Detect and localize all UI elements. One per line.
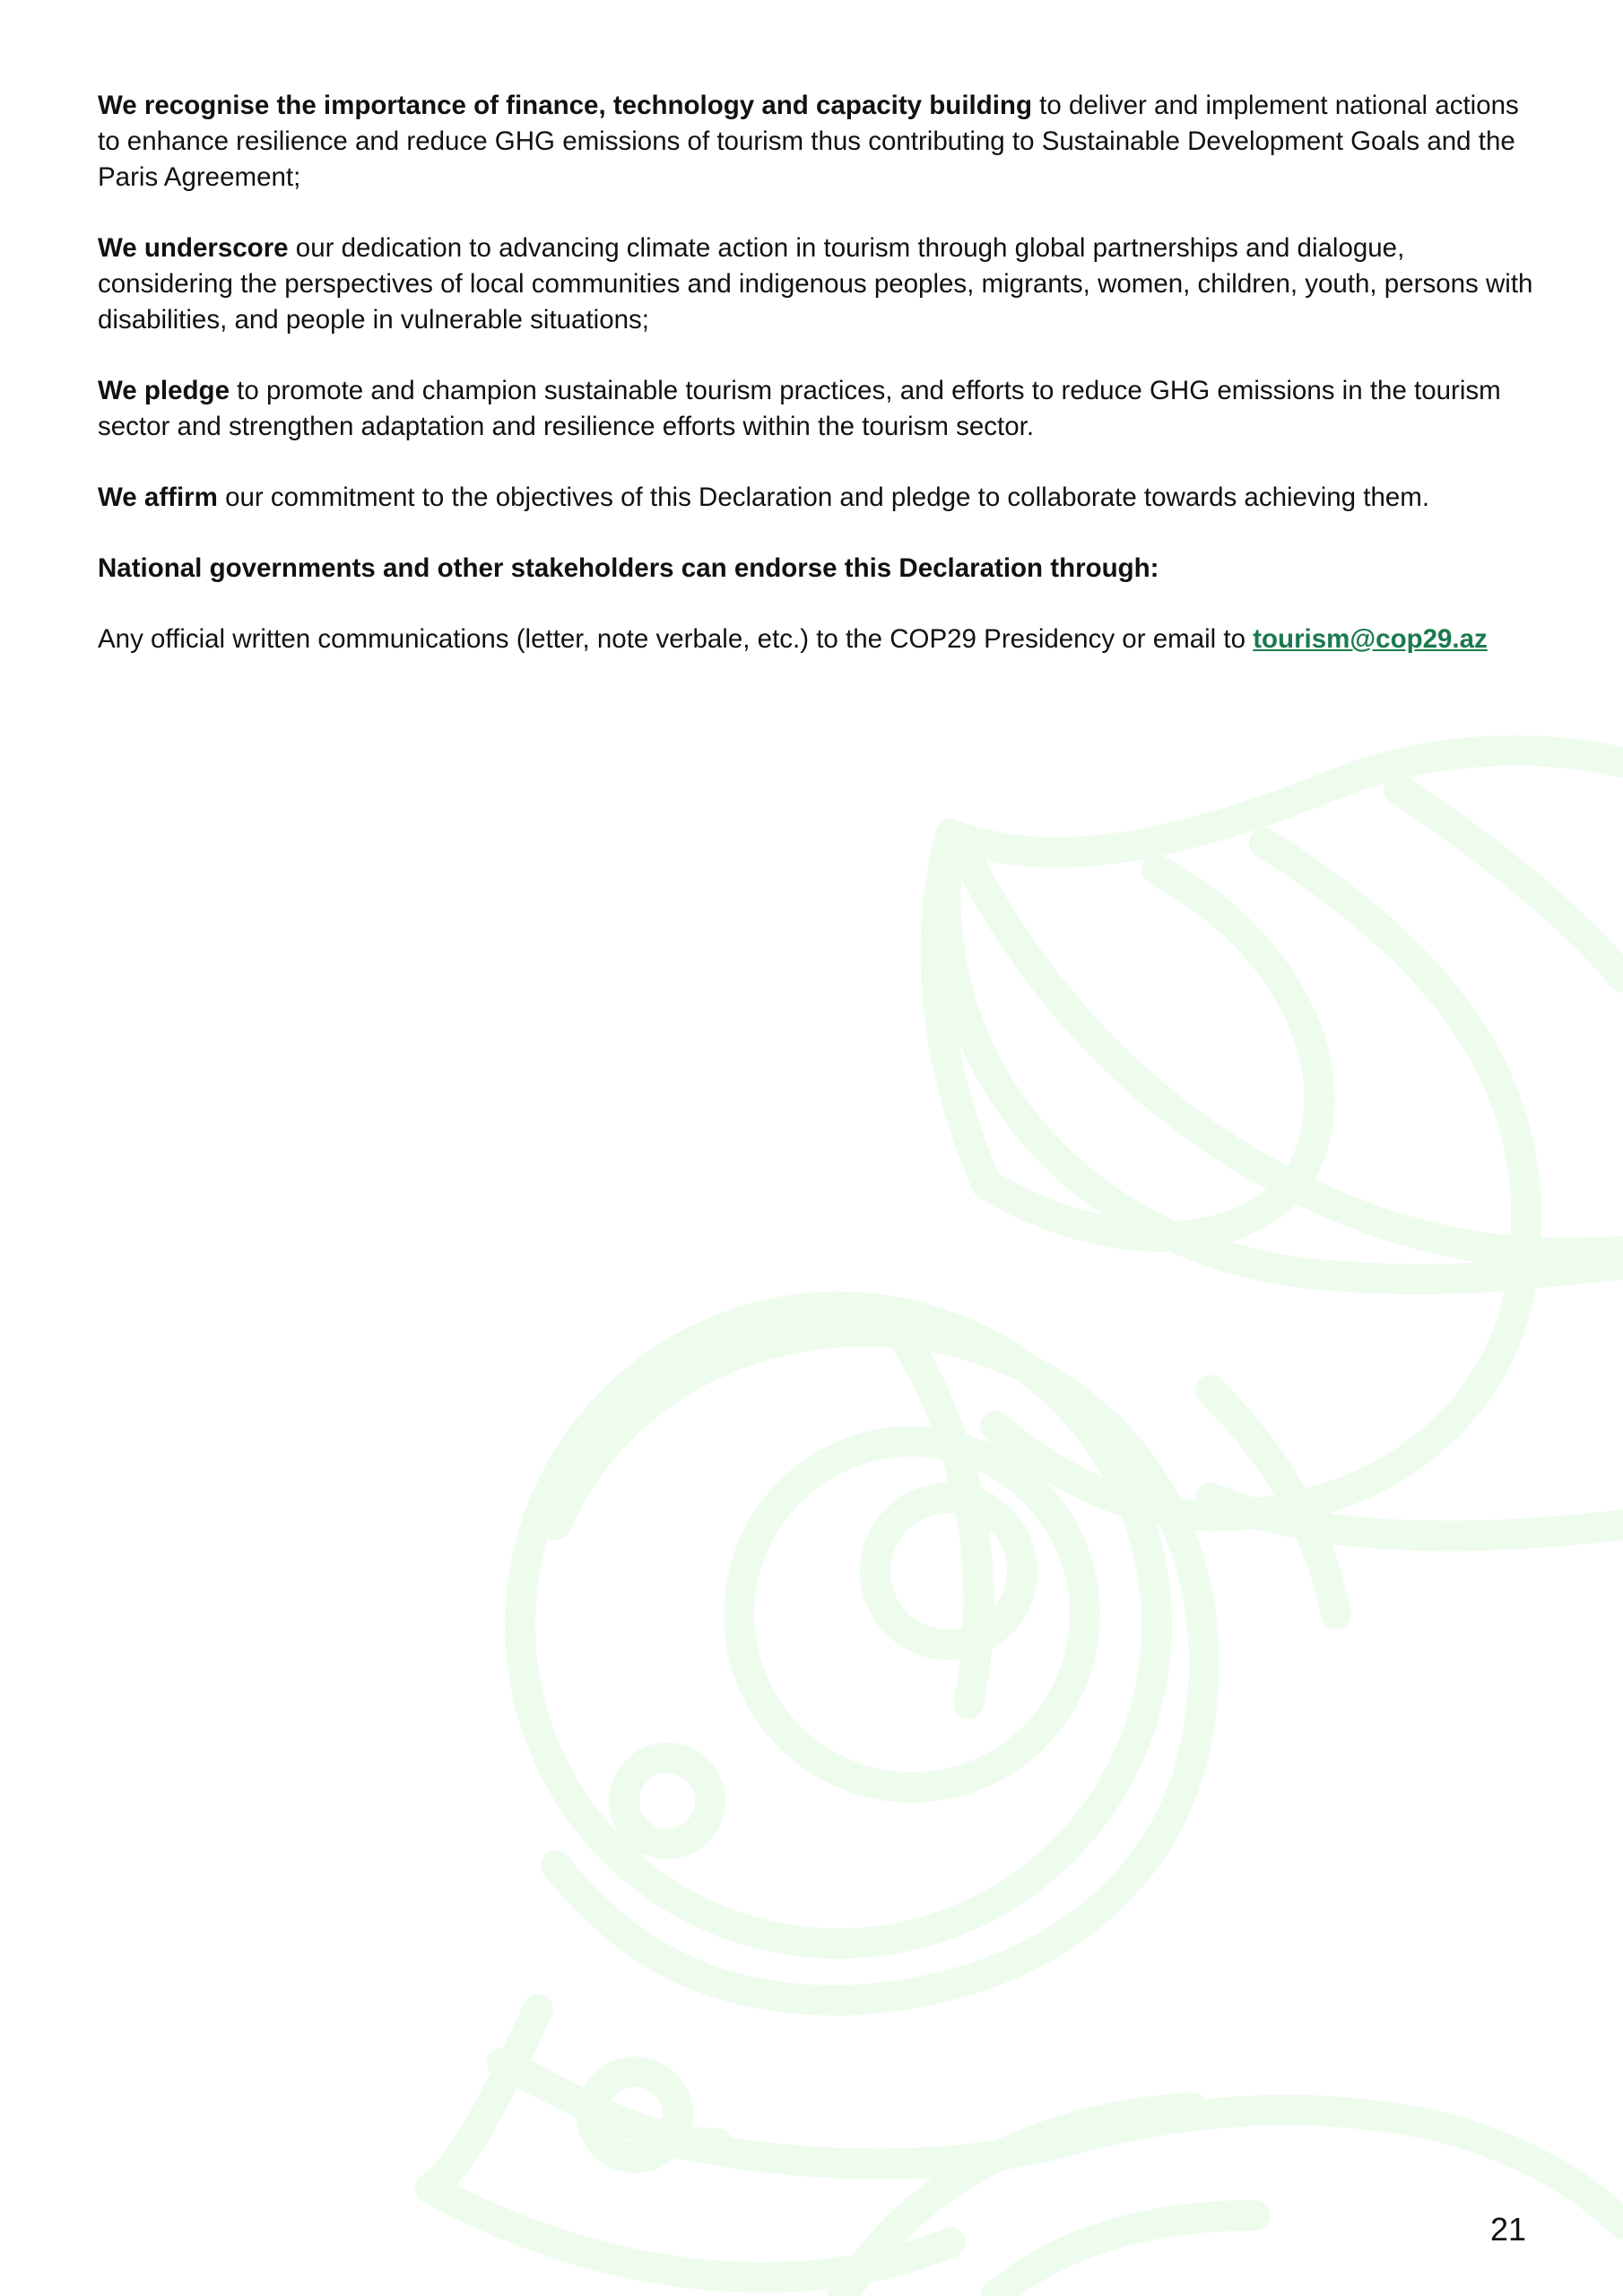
paragraph-body: our dedication to advancing climate action in tourism through global partnerships and dialogue, considering the perspectives of local communities and indigenous peoples, migrants, women, children, youth, persons with disabilities, and people in vulnerable situations; bbox=[98, 233, 1533, 335]
paragraph-lead: We affirm bbox=[98, 483, 218, 512]
paragraph-recognise bbox=[98, 88, 1537, 196]
endorse-text: Any official written communications (letter, note verbale, etc.) to the COP29 Presidency or email to bbox=[98, 624, 1254, 654]
paragraph-lead: We underscore bbox=[98, 233, 289, 263]
paragraph-body: our commitment to the objectives of this Declaration and pledge to collaborate towards achieving them. bbox=[217, 483, 1430, 512]
paragraph-pledge bbox=[98, 373, 1537, 445]
paragraph-body: to deliver and implement national actions to enhance resilience and reduce GHG emissions of tourism thus contributing to Sustainable Development Goals and the Paris Agreement; bbox=[98, 91, 1519, 192]
endorse-heading: National governments and other stakeholders can endorse this Declaration through: bbox=[98, 553, 1159, 583]
endorse-paragraph bbox=[98, 622, 1537, 657]
email-link[interactable]: tourism@cop29.az bbox=[1253, 624, 1488, 654]
paragraph-underscore bbox=[98, 230, 1537, 338]
paragraph-body: to promote and champion sustainable tourism practices, and efforts to reduce GHG emissions in the tourism sector and strengthen adaptation and resilience efforts within the tourism sector. bbox=[98, 376, 1501, 441]
page-number: 21 bbox=[1489, 2211, 1526, 2248]
paragraph-affirm bbox=[98, 480, 1537, 516]
declaration-body bbox=[98, 88, 1537, 692]
paragraph-lead: We pledge bbox=[98, 376, 230, 405]
paragraph-lead: We recognise the importance of finance, technology and capacity building bbox=[98, 91, 1032, 120]
